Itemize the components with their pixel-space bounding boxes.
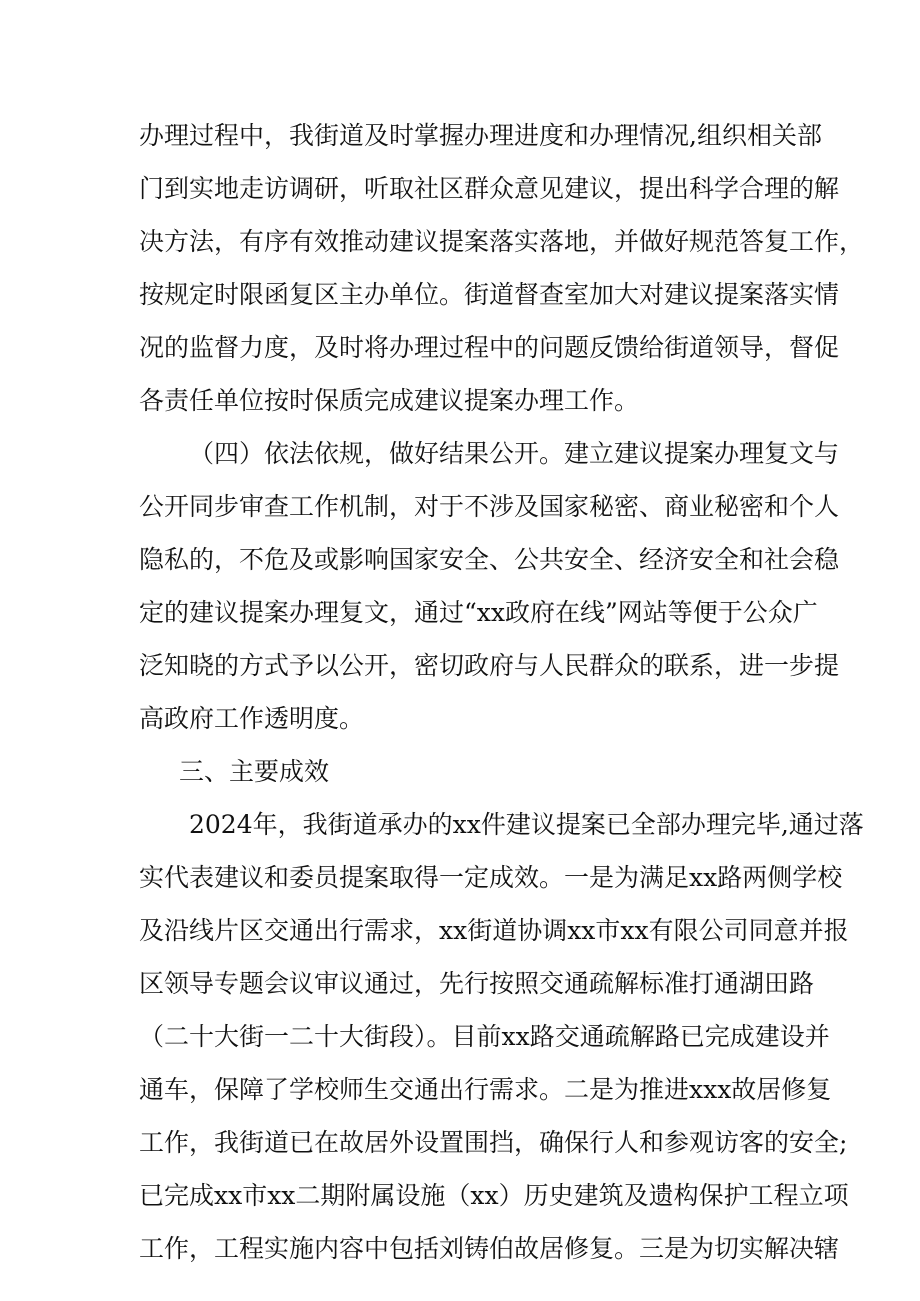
paragraph-line: 决方法，有序有效推动建议提案落实落地，并做好规范答复工作， <box>139 227 865 256</box>
document-body <box>139 116 865 1269</box>
paragraph-line: 及沿线片区交通出行需求，xx街道协调xx市xx有限公司同意并报 <box>139 916 849 945</box>
paragraph-line: 隐私的，不危及或影响国家安全、公共安全、经济安全和社会稳 <box>139 545 840 574</box>
paragraph-line: 区领导专题会议审议通过，先行按照交通疏解标准打通湖田路 <box>139 969 815 998</box>
paragraph-line: 按规定时限函复区主办单位。街道督查室加大对建议提案落实情 <box>139 280 840 309</box>
paragraph-line: 工作，我街道已在故居外设置围挡，确保行人和参观访客的安全; <box>139 1128 848 1157</box>
paragraph-line: 2024年，我街道承办的xx件建议提案已全部办理完毕,通过落 <box>189 810 864 839</box>
paragraph-line: 已完成xx市xx二期附属设施（xx）历史建筑及遗构保护工程立项 <box>139 1181 849 1210</box>
paragraph-line: 实代表建议和委员提案取得一定成效。一是为满足xx路两侧学校 <box>139 863 843 892</box>
paragraph-line: 高政府工作透明度。 <box>139 704 365 733</box>
paragraph-line: 门到实地走访调研，听取社区群众意见建议，提出科学合理的解 <box>139 174 840 203</box>
paragraph-line: 公开同步审查工作机制，对于不涉及国家秘密、商业秘密和个人 <box>139 492 840 521</box>
paragraph-line: 各责任单位按时保质完成建议提案办理工作。 <box>139 386 640 415</box>
paragraph-line: 况的监督力度，及时将办理过程中的问题反馈给街道领导，督促 <box>139 333 840 362</box>
paragraph-line: 通车，保障了学校师生交通出行需求。二是为推进xxx故居修复 <box>139 1075 832 1104</box>
section-four-heading-line: （四）依法依规，做好结果公开。建立建议提案办理复文与 <box>189 439 840 468</box>
paragraph-line: 泛知晓的方式予以公开，密切政府与人民群众的联系，进一步提 <box>139 651 840 680</box>
paragraph-line: 工作，工程实施内容中包括刘铸伯故居修复。三是为切实解决辖 <box>139 1234 840 1263</box>
paragraph-line: （二十大街一二十大街段）。目前xx路交通疏解路已完成建设并 <box>139 1022 830 1051</box>
section-three-heading: 三、主要成效 <box>179 757 330 786</box>
paragraph-line: 定的建议提案办理复文，通过“xx政府在线”网站等便于公众广 <box>139 598 818 627</box>
paragraph-line: 办理过程中，我街道及时掌握办理进度和办理情况,组织相关部 <box>139 121 822 150</box>
